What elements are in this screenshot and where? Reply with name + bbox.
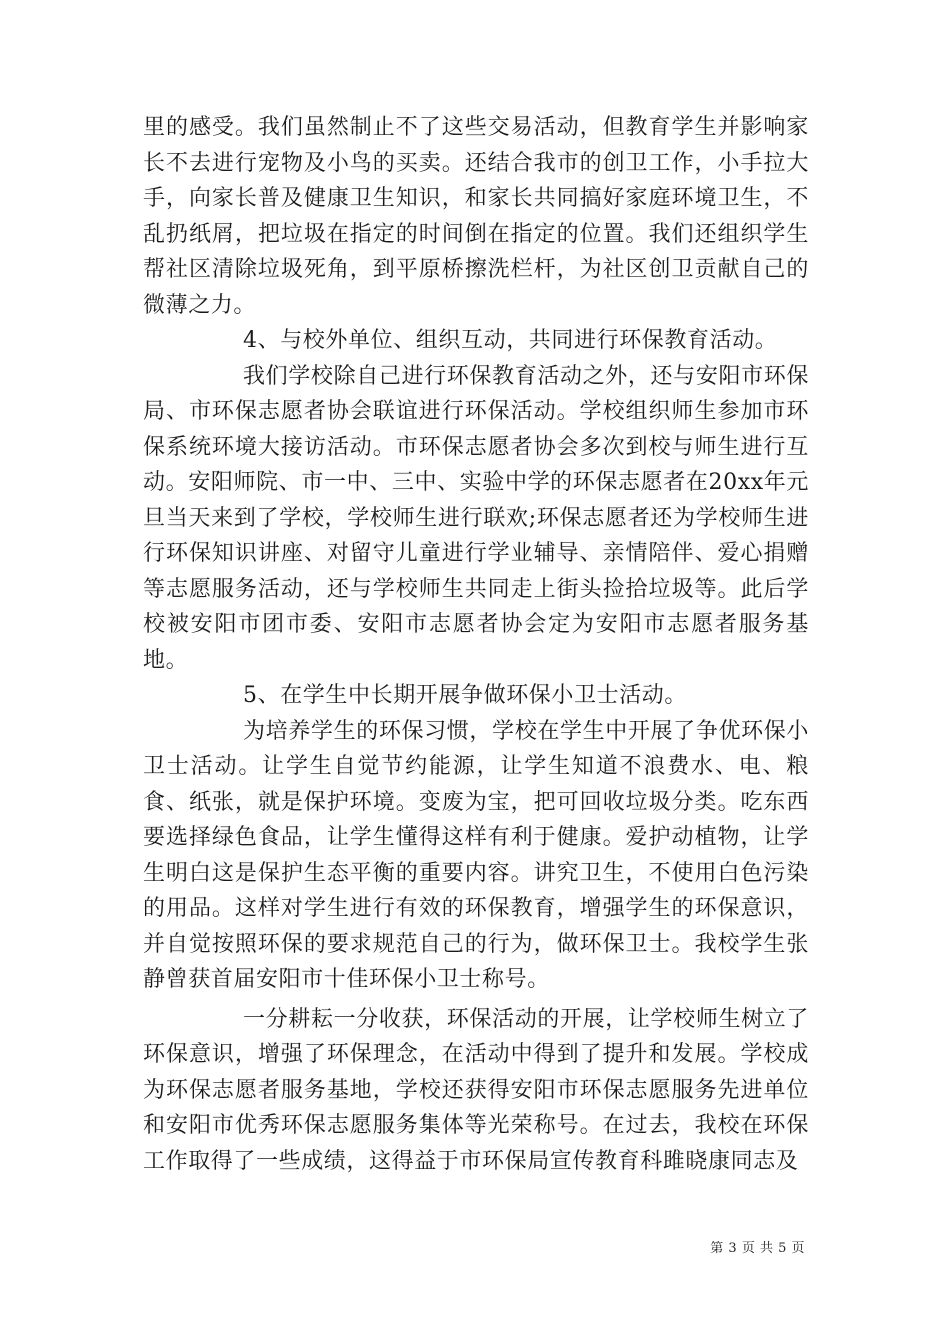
paragraph-continuation: 里的感受。我们虽然制止不了这些交易活动，但教育学生并影响家长不去进行宠物及小鸟的买卖。还结合我市的创卫工作，小手拉大手，向家长普及健康卫生知识，和家长共同搞好家庭环境卫生，不乱扔纸屑，把垃圾在指定的时间倒在指定的位置。我们还组织学生帮社区清除垃圾死角，到平原桥擦洗栏杆，为社区创卫贡献自己的微薄之力。 — [143, 115, 809, 318]
section-heading-4: 4、与校外单位、组织互动，共同进行环保教育活动。 — [243, 328, 778, 353]
paragraph-eco-guardian: 为培养学生的环保习惯，学校在学生中开展了争优环保小卫士活动。让学生自觉节约能源，让学生知道不浪费水、电、粮食、纸张，就是保护环境。变废为宝，把可回收垃圾分类。吃东西要选择绿色食品，让学生懂得这样有利于健康。爱护动植物，让学生明白这是保护生态平衡的重要内容。讲究卫生，不使用白色污染的用品。这样对学生进行有效的环保教育，增强学生的环保意识，并自觉按照环保的要求规范自己的行为，做环保卫士。我校学生张静曾获首届安阳市十佳环保小卫士称号。 — [143, 718, 809, 992]
section-heading-5: 5、在学生中长期开展争做环保小卫士活动。 — [243, 683, 687, 708]
page-number: 第 3 页 共 5 页 — [710, 1241, 805, 1256]
paragraph-conclusion: 一分耕耘一分收获，环保活动的开展，让学校师生树立了环保意识，增强了环保理念，在活动中得到了提升和发展。学校成为环保志愿者服务基地，学校还获得安阳市环保志愿服务先进单位和安阳市优秀环保志愿服务集体等光荣称号。在过去，我校在环保工作取得了一些成绩，这得益于市环保局宣传教育科雎晓康同志及 — [143, 1006, 809, 1174]
document-body — [143, 110, 809, 1179]
paragraph-external-cooperation: 我们学校除自己进行环保教育活动之外，还与安阳市环保局、市环保志愿者协会联谊进行环保活动。学校组织师生参加市环保系统环境大接访活动。市环保志愿者协会多次到校与师生进行互动。安阳师院、市一中、三中、实验中学的环保志愿者在20xx年元旦当天来到了学校，学校师生进行联欢;环保志愿者还为学校师生进行环保知识讲座、对留守儿童进行学业辅导、亲情陪伴、爱心捐赠等志愿服务活动，还与学校师生共同走上街头捡拾垃圾等。此后学校被安阳市团市委、安阳市志愿者协会定为安阳市志愿者服务基地。 — [143, 363, 809, 673]
